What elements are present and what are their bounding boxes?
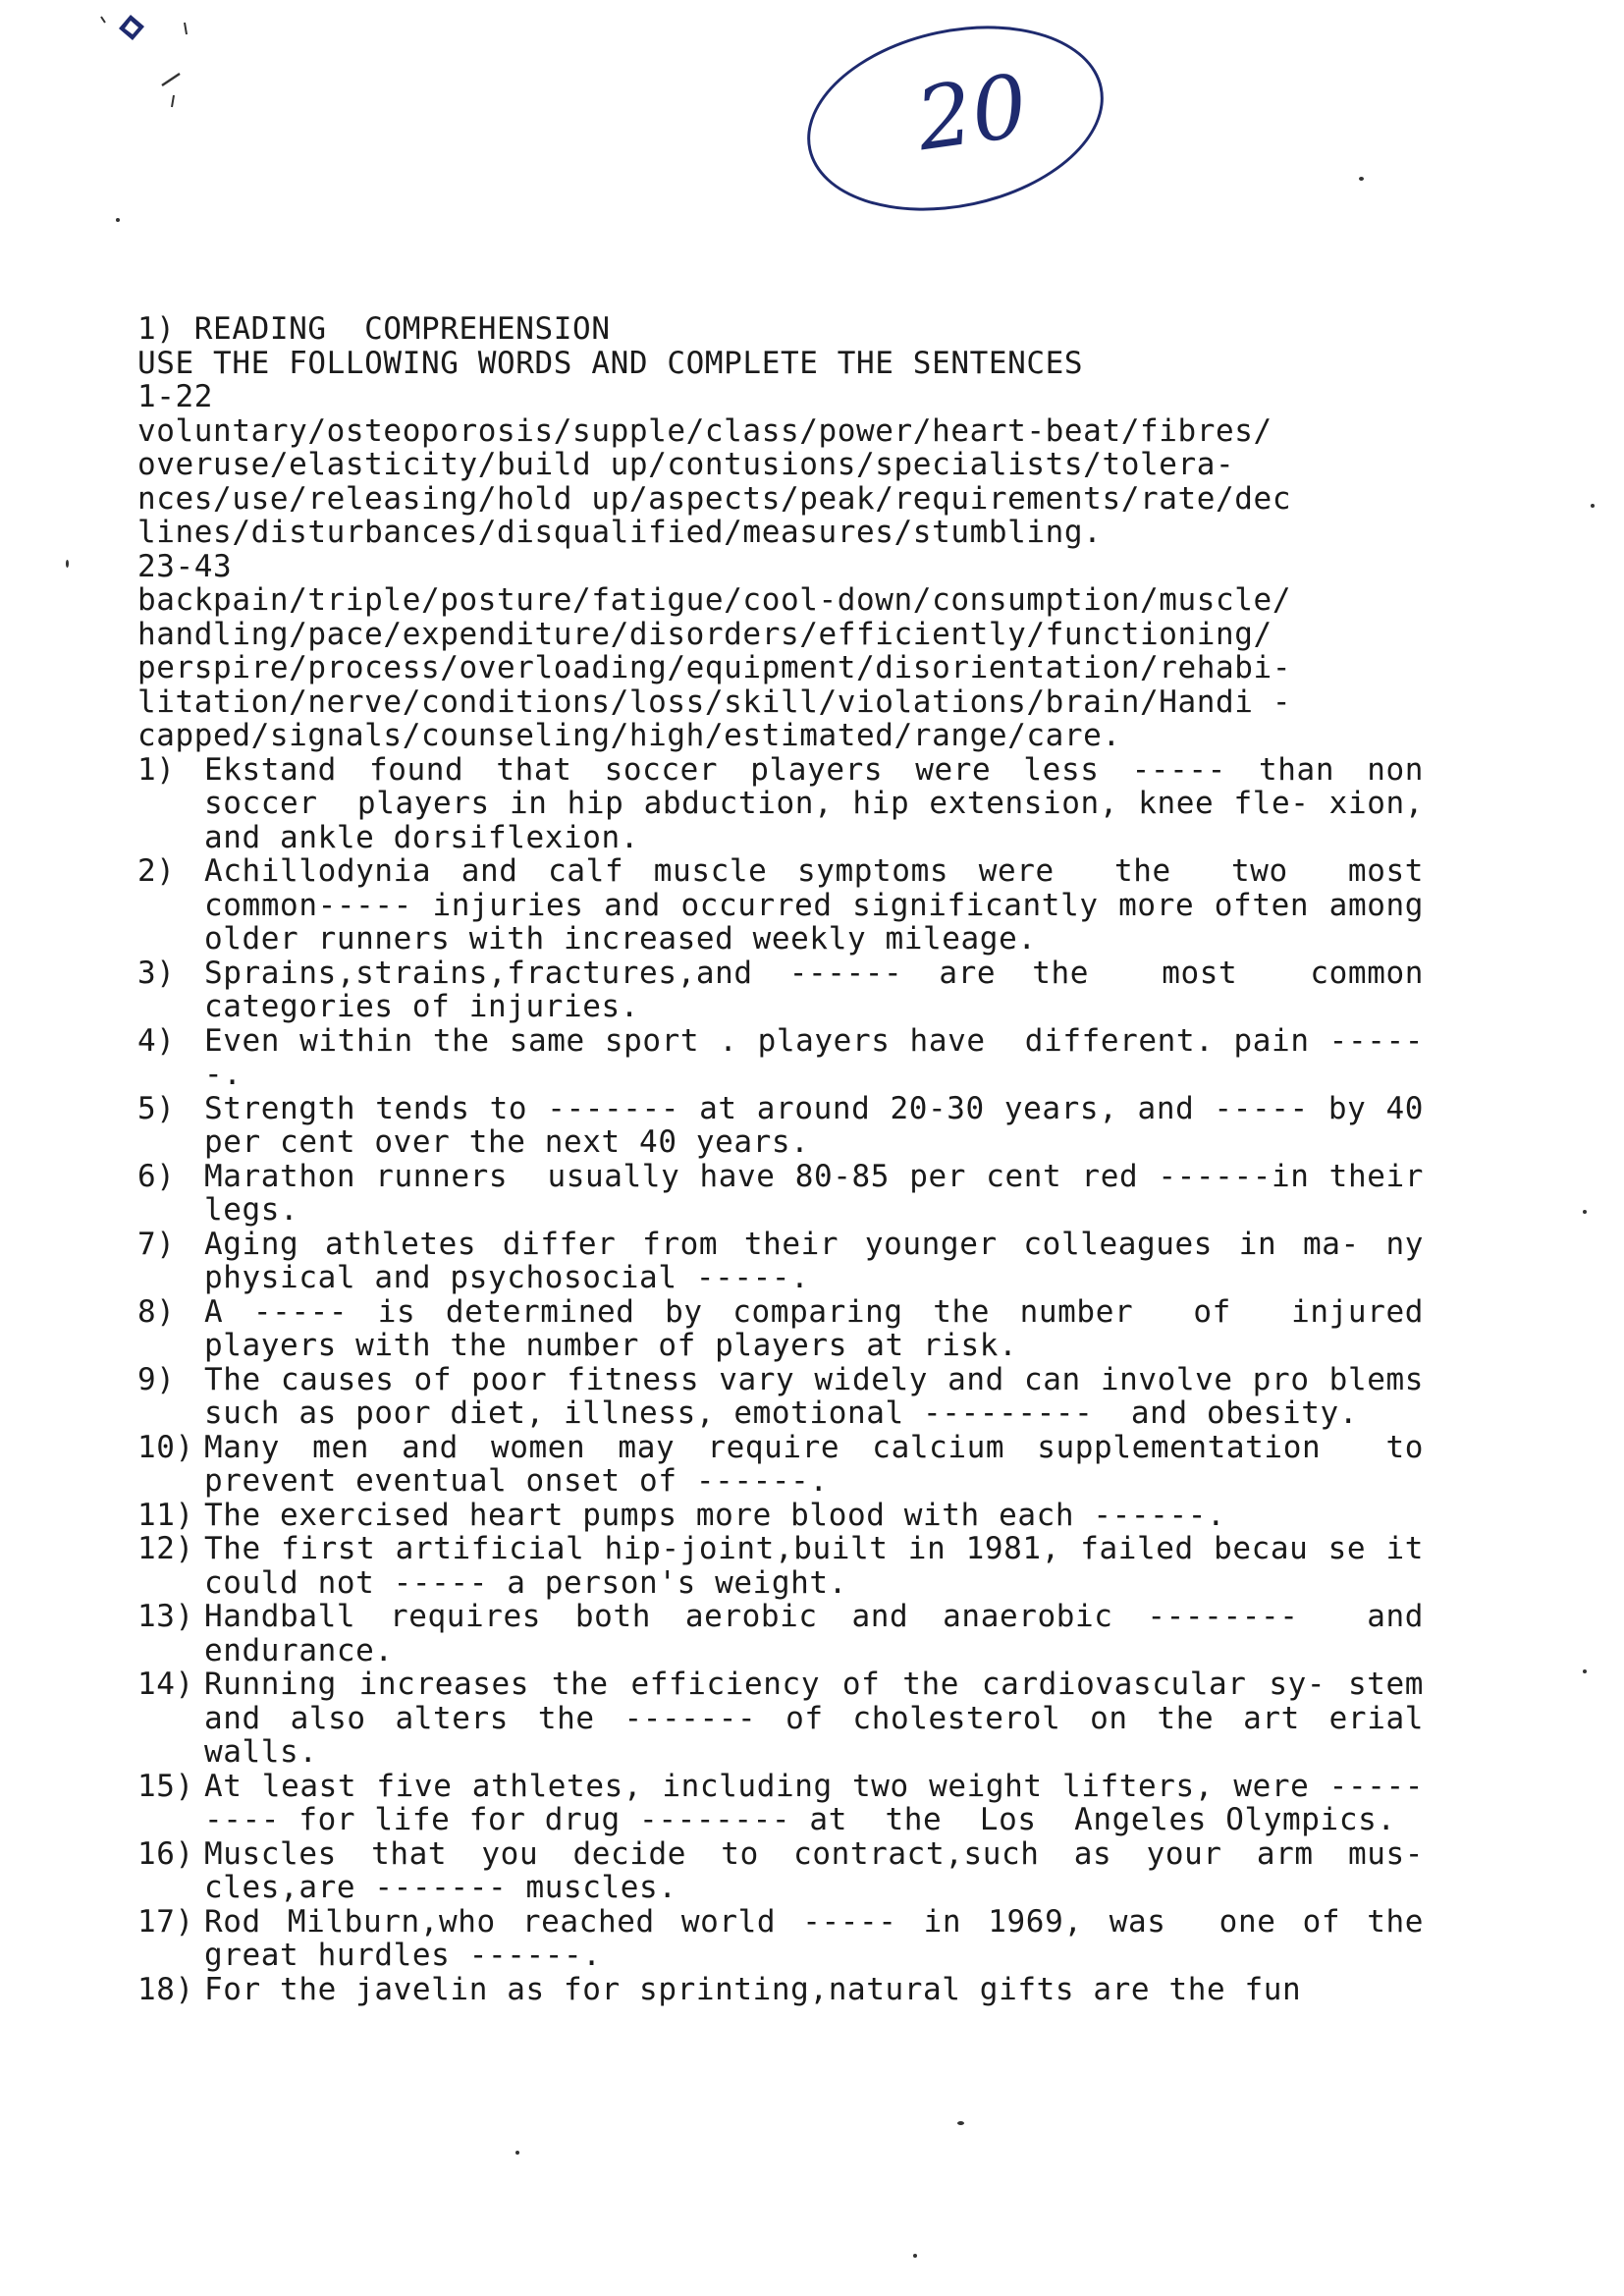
section-title: 1) READING COMPREHENSION <box>137 311 611 347</box>
question-item <box>137 751 1443 855</box>
scan-speck <box>515 2151 519 2155</box>
word-list-line: nces/use/releasing/hold up/aspects/peak/requirements/rate/dec <box>137 480 1292 517</box>
scan-speck <box>1591 504 1595 508</box>
worksheet-content <box>137 311 1443 2007</box>
question-text: Many men and women may require calcium supplementation to prevent eventual onset of ------. <box>204 1429 1443 1499</box>
question-number: 5) <box>137 1090 176 1126</box>
question-item <box>137 1835 1443 1905</box>
word-list-line: perspire/process/overloading/equipment/disorientation/rehabi- <box>137 650 1292 685</box>
question-number: 14) <box>137 1667 194 1702</box>
question-item <box>137 1599 1443 1668</box>
question-number: 12) <box>137 1531 194 1566</box>
question-number: 17) <box>137 1903 194 1940</box>
question-text: A ----- is determined by comparing the number of injured players with the number of players at risk. <box>204 1293 1443 1363</box>
question-item <box>137 1973 1424 2007</box>
question-number: 1) <box>137 751 176 788</box>
question-item <box>137 1024 1424 1092</box>
word-list-line: handling/pace/expenditure/disorders/efficiently/functioning/ <box>137 616 1272 652</box>
word-list-line: voluntary/osteoporosis/supple/class/power/heart-beat/fibres/ <box>137 412 1272 449</box>
scan-speck <box>957 2121 964 2125</box>
question-item <box>137 1158 1443 1228</box>
scan-speck <box>913 2254 917 2258</box>
scan-speck <box>116 218 120 222</box>
question-text: The exercised heart pumps more blood with each ------. <box>204 1497 1226 1533</box>
question-text: Ekstand found that soccer players were less ----- than non soccer players in hip abduction, hip extension, knee fle- xion, and ankle dorsiflexion. <box>204 751 1443 855</box>
question-text: Marathon runners usually have 80-85 per cent red ------in their legs. <box>204 1158 1443 1228</box>
question-number: 11) <box>137 1497 194 1533</box>
question-item <box>137 1361 1443 1431</box>
question-item <box>137 1903 1443 1973</box>
question-number: 13) <box>137 1599 194 1634</box>
question-text: For the javelin as for sprinting,natural gifts are the fun <box>204 1971 1302 2007</box>
question-item <box>137 1429 1443 1499</box>
word-list-line: lines/disturbances/disqualified/measures/stumbling. <box>137 515 1103 550</box>
question-item <box>137 1226 1443 1295</box>
question-item <box>137 955 1443 1024</box>
question-text: Running increases the efficiency of the cardiovascular sy- stem and also alters the ------- of cholesterol on the art erial walls. <box>204 1667 1443 1770</box>
scan-speck <box>1359 177 1364 181</box>
question-item <box>137 853 1443 957</box>
question-item <box>137 1770 1424 1837</box>
question-text: The causes of poor fitness vary widely and can involve pro blems such as poor diet, illness, emotional --------- and obesity. <box>204 1361 1443 1431</box>
question-number: 3) <box>137 955 176 991</box>
question-number: 18) <box>137 1971 194 2007</box>
word-list-line: backpain/triple/posture/fatigue/cool-down/consumption/muscle/ <box>137 582 1292 618</box>
word-list-line: capped/signals/counseling/high/estimated/range/care. <box>137 718 1121 753</box>
question-number: 10) <box>137 1429 194 1465</box>
question-item <box>137 1531 1443 1601</box>
question-number: 8) <box>137 1293 176 1330</box>
word-range-label: 23-43 <box>137 548 233 584</box>
scan-speck <box>66 560 69 568</box>
word-list-line: litation/nerve/conditions/loss/skill/violations/brain/Handi - <box>137 683 1292 720</box>
word-list-line: overuse/elasticity/build up/contusions/specialists/tolera- <box>137 447 1235 482</box>
word-range-label: 1-22 <box>137 379 214 414</box>
question-text: Achillodynia and calf muscle symptoms were the two most common----- injuries and occurred significantly more often among older runners with increased weekly mileage. <box>204 853 1443 957</box>
question-number: 2) <box>137 853 176 889</box>
question-text: Strength tends to ------- at around 20-30 years, and ----- by 40 per cent over the next 40 years. <box>204 1090 1443 1160</box>
question-number: 4) <box>137 1022 176 1059</box>
question-text: The first artificial hip-joint,built in 1981, failed becau se it could not ----- a person's weight. <box>204 1531 1443 1601</box>
question-text: Rod Milburn,who reached world ----- in 1969, was one of the great hurdles ------. <box>204 1903 1443 1973</box>
question-text: At least five athletes, including two weight lifters, were --------- for life for drug -------- at the Los Angeles Olympics. <box>204 1768 1424 1837</box>
score-value: 20 <box>910 54 1034 171</box>
question-text: Sprains,strains,fractures,and ------ are the most common categories of injuries. <box>204 955 1443 1024</box>
question-text: Muscles that you decide to contract,such as your arm mus- cles,are ------- muscles. <box>204 1835 1443 1905</box>
question-item <box>137 1499 1424 1533</box>
instruction-text: USE THE FOLLOWING WORDS AND COMPLETE THE SENTENCES <box>137 345 1084 381</box>
question-item <box>137 1667 1443 1770</box>
question-item <box>137 1090 1443 1160</box>
question-item <box>137 1293 1443 1363</box>
corner-mark-icon <box>93 5 201 123</box>
scan-speck <box>1583 1669 1587 1673</box>
question-text: Even within the same sport . players have different. pain ------. <box>204 1022 1424 1092</box>
question-number: 6) <box>137 1158 176 1194</box>
question-number: 7) <box>137 1226 176 1262</box>
scan-speck <box>1583 1210 1587 1214</box>
question-number: 16) <box>137 1835 194 1872</box>
question-text: Aging athletes differ from their younger colleagues in ma- ny physical and psychosocial -----. <box>204 1226 1443 1295</box>
question-text: Handball requires both aerobic and anaerobic -------- and endurance. <box>204 1599 1443 1668</box>
question-number: 15) <box>137 1768 194 1804</box>
question-number: 9) <box>137 1361 176 1397</box>
